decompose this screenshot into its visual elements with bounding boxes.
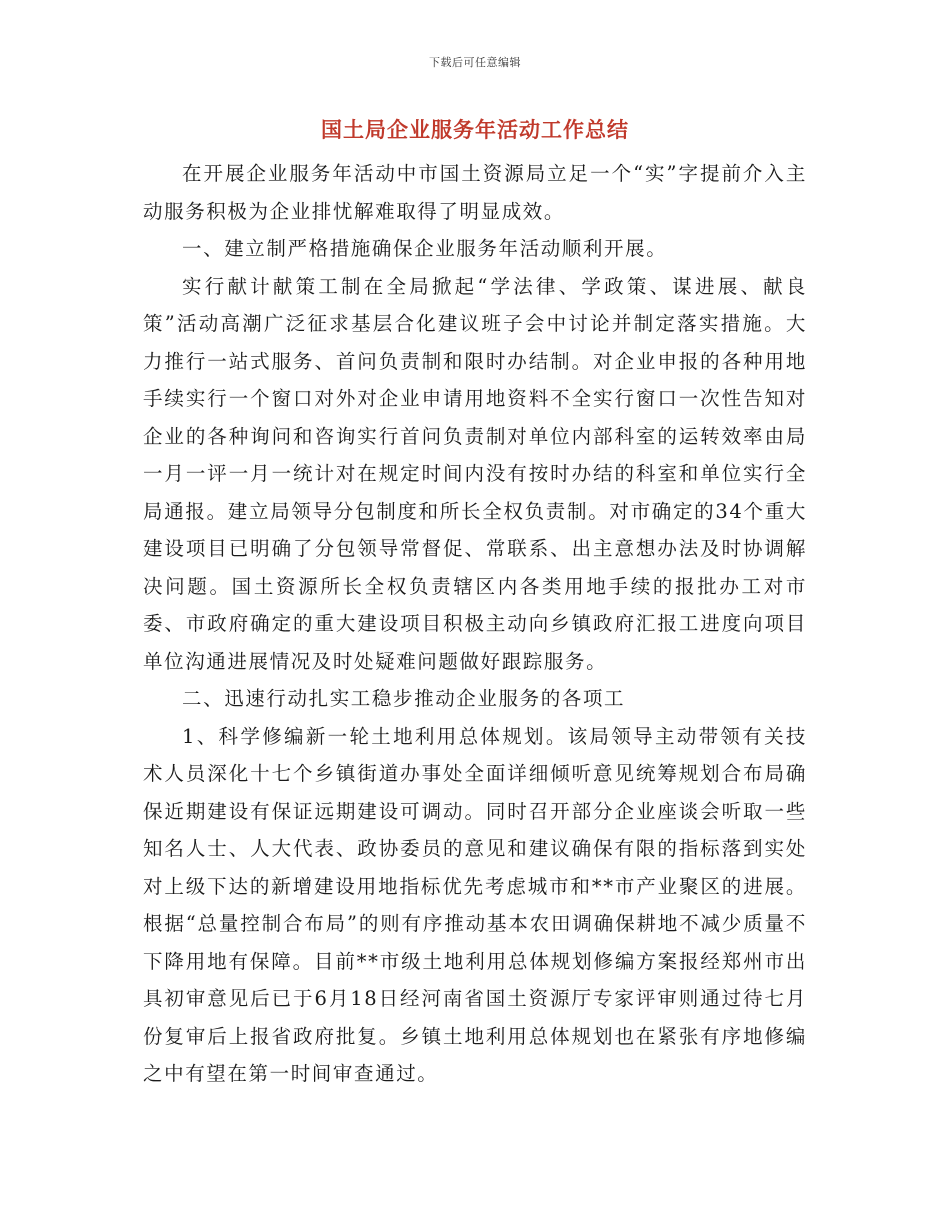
- paragraph-item-1: 1、科学修编新一轮土地利用总体规划。该局领导主动带领有关技术人员深化十七个乡镇街道办事处全面详细倾听意见统筹规划合布局确保近期建设有保证远期建设可调动。同时召开部分企业座谈会听取一些知名人士、人大代表、政协委员的意见和建议确保有限的指标落到实处对上级下达的新增建设用地指标优先考虑城市和**市产业聚区的进展。根据“总量控制合布局”的则有序推动基本农田调确保耕地不减少质量不下降用地有保障。目前**市级土地利用总体规划修编方案报经郑州市出具初审意见后已于6月18日经河南省国土资源厅专家评审则通过待七月份复审后上报省政府批复。乡镇土地利用总体规划也在紧张有序地修编之中有望在第一时间审查通过。: [143, 724, 807, 1085]
- document-title: 国土局企业服务年活动工作总结: [321, 117, 629, 142]
- paragraph-section-1: 实行献计献策工制在全局掀起“学法律、学政策、谋进展、献良策”活动高潮广泛征求基层合化建议班子会中讨论并制定落实措施。大力推行一站式服务、首问负责制和限时办结制。对企业申报的各种用地手续实行一个窗口对外对企业申请用地资料不全实行窗口一次性告知对企业的各种询问和咨询实行首问负责制对单位内部科室的运转效率由局一月一评一月一统计对在规定时间内没有按时办结的科室和单位实行全局通报。建立局领导分包制度和所长全权负责制。对市确定的34个重大建设项目已明确了分包领导常督促、常联系、出主意想办法及时协调解决问题。国土资源所长全权负责辖区内各类用地手续的报批办工对市委、市政府确定的重大建设项目积极主动向乡镇政府汇报工进度向项目单位沟通进展情况及时处疑难问题做好跟踪服务。: [143, 274, 807, 673]
- section-heading-1: 一、建立制严格措施确保企业服务年活动顺利开展。: [182, 237, 668, 260]
- page-header-note: 下载后可任意编辑: [429, 56, 521, 69]
- section-heading-2: 二、迅速行动扎实工稳步推动企业服务的各项工: [182, 687, 626, 710]
- document-body: [143, 155, 807, 1093]
- paragraph-intro: 在开展企业服务年活动中市国土资源局立足一个“实”字提前介入主动服务积极为企业排忧解难取得了明显成效。: [143, 162, 807, 223]
